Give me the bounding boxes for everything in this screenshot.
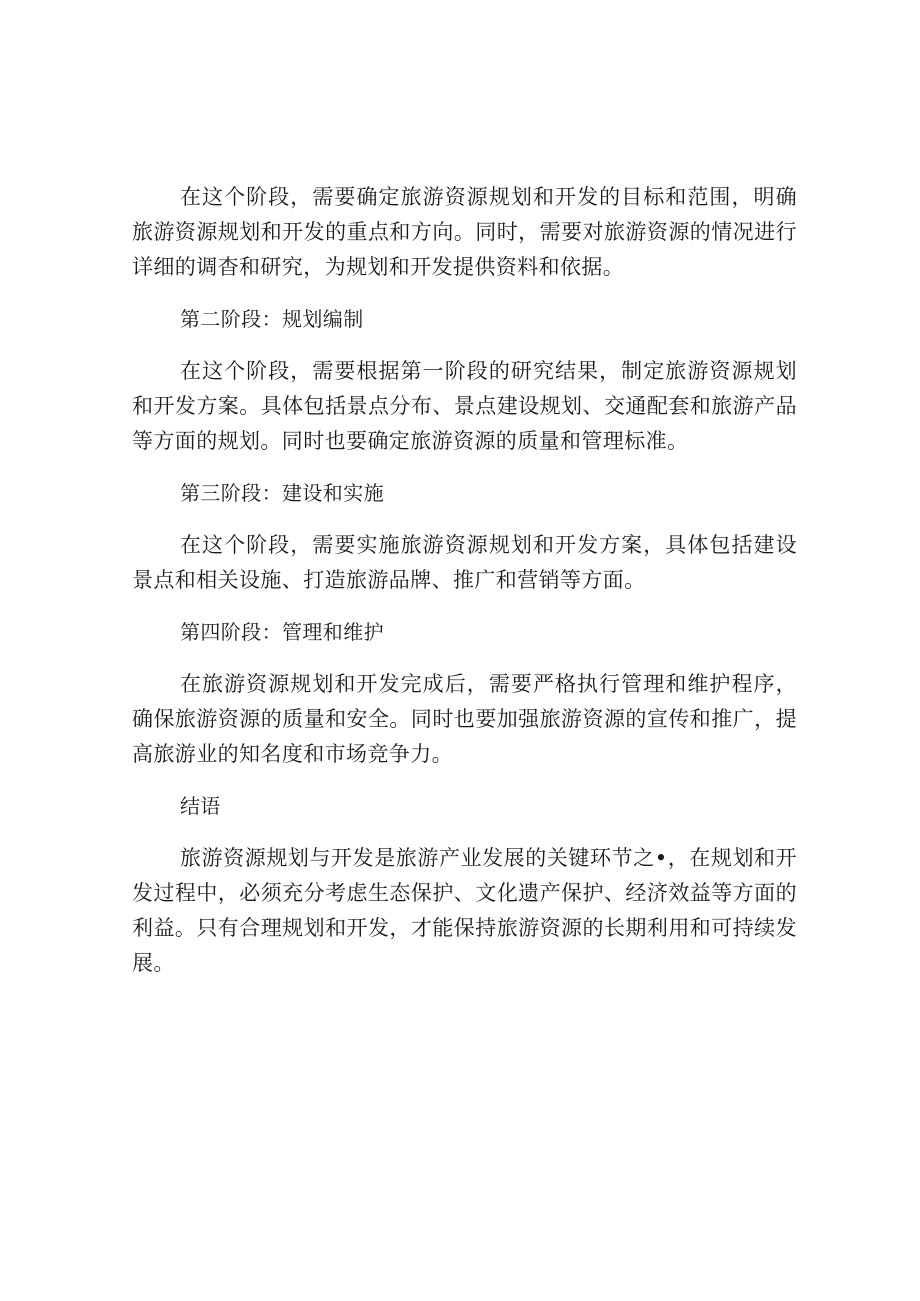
heading-stage-two: 第二阶段：规划编制 [180, 307, 364, 331]
spacer [132, 337, 797, 354]
spacer [132, 824, 797, 841]
spacer [132, 598, 797, 615]
paragraph-stage-four-detail: 在旅游资源规划和开发完成后，需要严格执行管理和维护程序，确保旅游资源的质量和安全。同时也要加强旅游资源的宣传和推广，提高旅游业的知名度和市场竞争力。 [132, 672, 797, 766]
paragraph-stage-two-detail: 在这个阶段，需要根据第一阶段的研究结果，制定旅游资源规划和开发方案。具体包括景点分布、景点建设规划、交通配套和旅游产品等方面的规划。同时也要确定旅游资源的质量和管理标准。 [132, 359, 797, 453]
heading-stage-three: 第三阶段：建设和实施 [180, 481, 384, 505]
heading-stage-four: 第四阶段：管理和维护 [180, 620, 384, 644]
spacer [132, 459, 797, 476]
paragraph-stage-one-detail: 在这个阶段，需要确定旅游资源规划和开发的目标和范围，明确旅游资源规划和开发的重点和方向。同时，需要对旅游资源的情况进行详细的调杳和研究，为规划和开发提供资料和依据。 [132, 185, 797, 279]
heading-conclusion: 结语 [180, 794, 221, 818]
paragraph-conclusion: 旅游资源规划与开发是旅游产业发展的关键环节之•，在规划和开发过程中，必须充分考虑生态保护、文化遗产保护、经济效益等方面的利益。只有合理规划和开发，才能保持旅游资源的长期利用和可持续发展。 [132, 846, 797, 975]
spacer [132, 650, 797, 667]
spacer [132, 772, 797, 789]
spacer [132, 511, 797, 528]
paragraph-stage-three-detail: 在这个阶段，需要实施旅游资源规划和开发方案，具体包括建设景点和相关设施、打造旅游品牌、推广和营销等方面。 [132, 533, 797, 592]
spacer [132, 285, 797, 302]
document-body [132, 180, 797, 981]
